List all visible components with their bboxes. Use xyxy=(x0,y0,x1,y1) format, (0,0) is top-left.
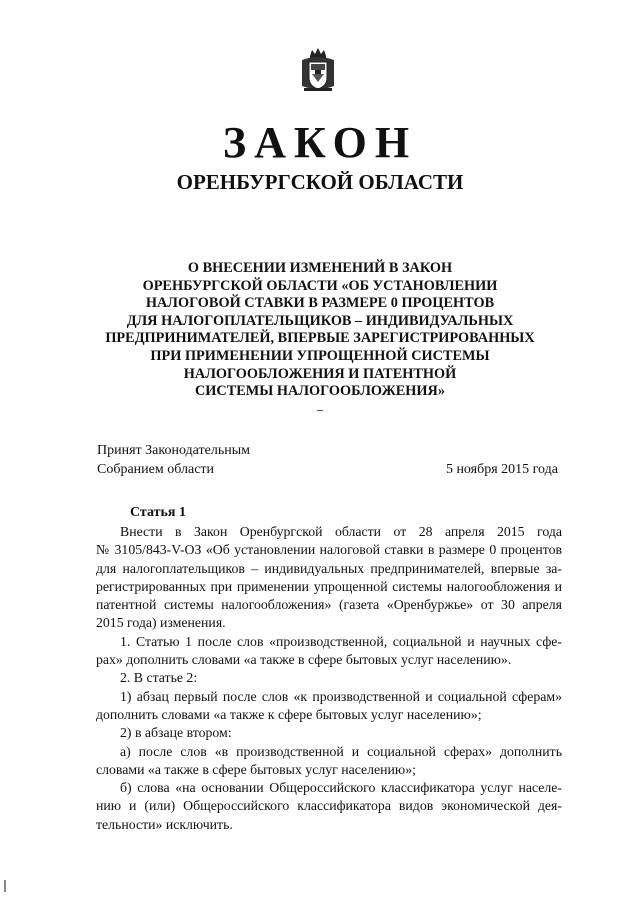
body-line: 1. Статью 1 после слов «производственной, социальной и научных сфе- xyxy=(120,633,562,649)
body-line: словами «а также в сфере бытовых услуг населению»; xyxy=(96,761,416,777)
body-line: патентной системы налогообложения» (газета «Оренбуржье» от 30 апреля xyxy=(96,597,562,613)
body-line: для налогоплательщиков – индивидуальных предпринимателей, впервые за- xyxy=(96,560,562,576)
heading-line: ПРИ ПРИМЕНЕНИИ УПРОЩЕННОЙ СИСТЕМЫ xyxy=(150,347,490,364)
body-line: 2. В статье 2: xyxy=(120,670,198,686)
body-line: дополнить словами «а также к сфере бытовых услуг населению»; xyxy=(96,706,482,722)
separator-mark xyxy=(317,410,323,411)
heading-line: НАЛОГООБЛОЖЕНИЯ И ПАТЕНТНОЙ xyxy=(183,365,457,382)
body-line: 2015 года) изменения. xyxy=(96,615,226,631)
body-line: а) после слов «в производственной и социальной сферах» дополнить xyxy=(120,743,562,759)
coat-of-arms-emblem xyxy=(298,46,338,94)
heading-line: ДЛЯ НАЛОГОПЛАТЕЛЬЩИКОВ – ИНДИВИДУАЛЬНЫХ xyxy=(126,312,514,329)
law-title: ЗАКОН xyxy=(222,118,418,167)
body-line: Внести в Закон Оренбургской области от 28 апреля 2015 года xyxy=(120,524,562,539)
heading-line: ОРЕНБУРГСКОЙ ОБЛАСТИ «ОБ УСТАНОВЛЕНИИ xyxy=(142,277,498,294)
body-line: № 3105/843-V-ОЗ «Об установлении налоговой ставки в размере 0 процентов xyxy=(96,542,562,558)
body-line: 1) абзац первый после слов «к производственной и социальной сферам» xyxy=(120,688,562,704)
body-line: б) слова «на основании Общероссийского классификатора услуг населе- xyxy=(120,780,562,796)
heading-line: СИСТЕМЫ НАЛОГООБЛОЖЕНИЯ» xyxy=(194,383,446,400)
body-line: нию и (или) Общероссийского классификатора видов экономической дея- xyxy=(96,798,562,814)
adoption-date: 5 ноября 2015 года xyxy=(445,462,558,477)
heading-line: О ВНЕСЕНИИ ИЗМЕНЕНИЙ В ЗАКОН xyxy=(187,260,453,276)
margin-mark xyxy=(4,880,6,892)
accepted-line: Принят Законодательным xyxy=(97,443,250,458)
law-heading xyxy=(90,260,550,401)
accepted-by xyxy=(97,441,250,479)
article-body xyxy=(96,523,562,834)
body-line: регистрированных при применении упрощенной системы налогообложения и xyxy=(96,578,562,594)
body-line: тельности» исключить. xyxy=(96,816,233,832)
heading-line: НАЛОГОВОЙ СТАВКИ В РАЗМЕРЕ 0 ПРОЦЕНТОВ xyxy=(145,295,495,312)
body-line: рах» дополнить словами «а также в сфере бытовых услуг населению». xyxy=(96,652,512,668)
body-line: 2) в абзаце втором: xyxy=(120,725,232,741)
article-title: Статья 1 xyxy=(130,505,186,520)
accepted-line: Собранием области xyxy=(97,462,215,477)
heading-line: ПРЕДПРИНИМАТЕЛЕЙ, ВПЕРВЫЕ ЗАРЕГИСТРИРОВАННЫХ xyxy=(105,330,535,347)
region-title: ОРЕНБУРГСКОЙ ОБЛАСТИ xyxy=(176,170,464,194)
